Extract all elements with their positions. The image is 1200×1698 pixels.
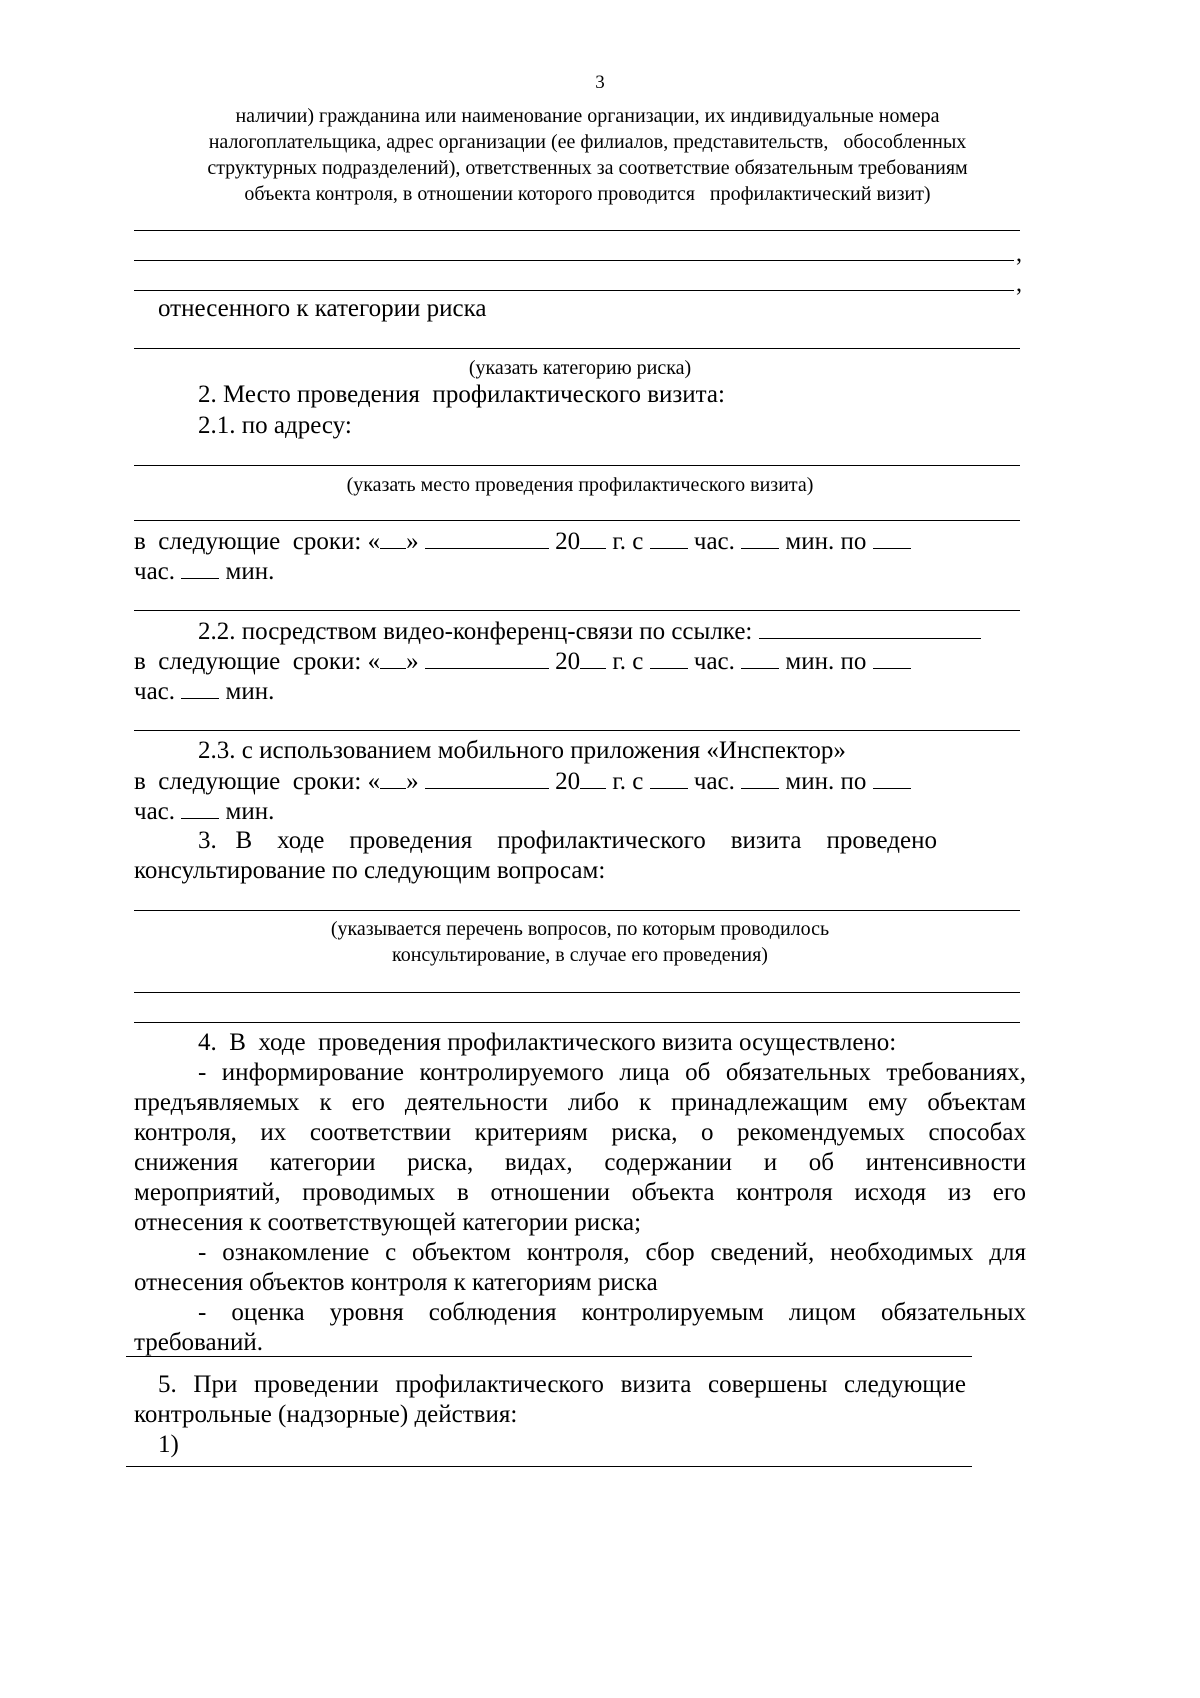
start-min-field[interactable] — [741, 526, 779, 549]
section-4-item-2-line: - ознакомление с объектом контроля, сбор сведений, необходимых для — [198, 1239, 1026, 1266]
fill-line[interactable] — [134, 1022, 1020, 1023]
year-field[interactable] — [580, 766, 606, 789]
schedule-line-2 — [134, 676, 274, 707]
year-g-label: г. с — [612, 648, 644, 675]
fill-line[interactable] — [134, 992, 1020, 993]
month-field[interactable] — [425, 526, 549, 549]
section-5-item-1: 1) — [158, 1431, 179, 1458]
schedule-line-2 — [134, 796, 274, 827]
section-2-1-label: 2.1. по адресу: — [198, 412, 352, 439]
schedule-prefix: в следующие сроки: « — [134, 528, 381, 555]
min-label: мин. — [225, 678, 275, 705]
month-field[interactable] — [425, 766, 549, 789]
schedule-prefix: в следующие сроки: « — [134, 768, 381, 795]
section-4-item-3-line: требований. — [134, 1329, 264, 1356]
start-hour-field[interactable] — [650, 646, 688, 669]
page-number: 3 — [595, 72, 605, 93]
day-field[interactable] — [380, 646, 406, 669]
fill-line[interactable] — [134, 260, 1014, 261]
year-g-label: г. с — [612, 528, 644, 555]
day-field[interactable] — [380, 526, 406, 549]
year-field[interactable] — [580, 646, 606, 669]
quote-close: » — [406, 648, 419, 675]
risk-category-field[interactable] — [134, 348, 1020, 349]
fill-line[interactable] — [134, 290, 1014, 291]
start-hour-field[interactable] — [650, 766, 688, 789]
section-4-item-2-line: отнесения объектов контроля к категориям риска — [134, 1269, 658, 1296]
section-4-item-1-line: контроля, их соответствии критериям риска, о рекомендуемых способах — [134, 1119, 1026, 1146]
fill-line[interactable] — [134, 230, 1020, 231]
fill-line[interactable] — [126, 1356, 972, 1357]
section-4-title: 4. В ходе проведения профилактического визита осуществлено: — [198, 1029, 897, 1056]
min-to-label: мин. по — [785, 648, 867, 675]
start-min-field[interactable] — [741, 646, 779, 669]
schedule-line — [134, 646, 911, 677]
end-min-field[interactable] — [181, 796, 219, 819]
schedule-prefix: в следующие сроки: « — [134, 648, 381, 675]
min-to-label: мин. по — [785, 768, 867, 795]
section-4-item-1-line: предъявляемых к его деятельности либо к принадлежащим ему объектам — [134, 1089, 1026, 1116]
section-2-3-label: 2.3. с использованием мобильного приложения «Инспектор» — [198, 737, 846, 764]
risk-category-label: отнесенного к категории риска — [158, 295, 487, 322]
year-prefix: 20 — [555, 768, 581, 795]
schedule-line — [134, 526, 911, 557]
section-2-title: 2. Место проведения профилактического визита: — [198, 381, 725, 408]
fill-line[interactable] — [134, 610, 1020, 611]
hour-label: час. — [693, 768, 735, 795]
min-label: мин. — [225, 798, 275, 825]
section-2-2-label: 2.2. посредством видео-конференц-связи по ссылке: — [198, 618, 753, 645]
hour-label: час. — [693, 528, 735, 555]
year-prefix: 20 — [555, 648, 581, 675]
month-field[interactable] — [425, 646, 549, 669]
end-hour-field[interactable] — [873, 766, 911, 789]
address-field[interactable] — [134, 465, 1020, 466]
year-prefix: 20 — [555, 528, 581, 555]
end-min-field[interactable] — [181, 556, 219, 579]
year-field[interactable] — [580, 526, 606, 549]
hour-label: час. — [134, 798, 176, 825]
section-5-line-2: контрольные (надзорные) действия: — [134, 1401, 518, 1428]
section-4-item-3-line: - оценка уровня соблюдения контролируемым лицом обязательных — [198, 1299, 1026, 1326]
hour-label: час. — [693, 648, 735, 675]
header-line-3: структурных подразделений), ответственных за соответствие обязательным требованиям — [207, 157, 968, 179]
section-5-line-1: 5. При проведении профилактического визита совершены следующие — [158, 1371, 966, 1398]
hour-label: час. — [134, 678, 176, 705]
risk-category-note: (указать категорию риска) — [468, 357, 692, 379]
end-hour-field[interactable] — [873, 526, 911, 549]
hour-label: час. — [134, 558, 176, 585]
questions-note-1: (указывается перечень вопросов, по которым проводилось — [330, 918, 830, 940]
end-hour-field[interactable] — [873, 646, 911, 669]
video-link-field[interactable] — [759, 616, 981, 639]
address-note: (указать место проведения профилактического визита) — [346, 474, 814, 496]
section-4-item-1-line: - информирование контролируемого лица об обязательных требованиях, — [198, 1059, 1026, 1086]
min-to-label: мин. по — [785, 528, 867, 555]
min-label: мин. — [225, 558, 275, 585]
section-4-item-1-line: отнесения к соответствующей категории риска; — [134, 1209, 642, 1236]
questions-note-2: консультирование, в случае его проведения) — [392, 944, 768, 966]
fill-line[interactable] — [134, 520, 1020, 521]
section-4-item-1-line: мероприятий, проводимых в отношении объекта контроля исходя из его — [134, 1179, 1026, 1206]
section-4-item-1-line: снижения категории риска, видах, содержании и об интенсивности — [134, 1149, 1026, 1176]
schedule-line-2 — [134, 556, 274, 587]
comma-mark: , — [1016, 271, 1022, 297]
schedule-line — [134, 766, 911, 797]
start-min-field[interactable] — [741, 766, 779, 789]
quote-close: » — [406, 528, 419, 555]
comma-mark: , — [1016, 241, 1022, 267]
quote-close: » — [406, 768, 419, 795]
questions-field[interactable] — [134, 910, 1020, 911]
action-field[interactable] — [126, 1466, 972, 1467]
day-field[interactable] — [380, 766, 406, 789]
header-line-4: объекта контроля, в отношении которого проводится профилактический визит) — [244, 183, 931, 205]
end-min-field[interactable] — [181, 676, 219, 699]
header-line-2: налогоплательщика, адрес организации (ее филиалов, представительств, обособленных — [208, 131, 967, 153]
year-g-label: г. с — [612, 768, 644, 795]
section-3-line-2: консультирование по следующим вопросам: — [134, 857, 606, 884]
header-line-1: наличии) гражданина или наименование организации, их индивидуальные номера — [235, 105, 940, 127]
section-2-2-line — [198, 616, 981, 647]
section-3-line-1: 3. В ходе проведения профилактического визита проведено — [198, 827, 938, 854]
fill-line[interactable] — [134, 730, 1020, 731]
start-hour-field[interactable] — [650, 526, 688, 549]
